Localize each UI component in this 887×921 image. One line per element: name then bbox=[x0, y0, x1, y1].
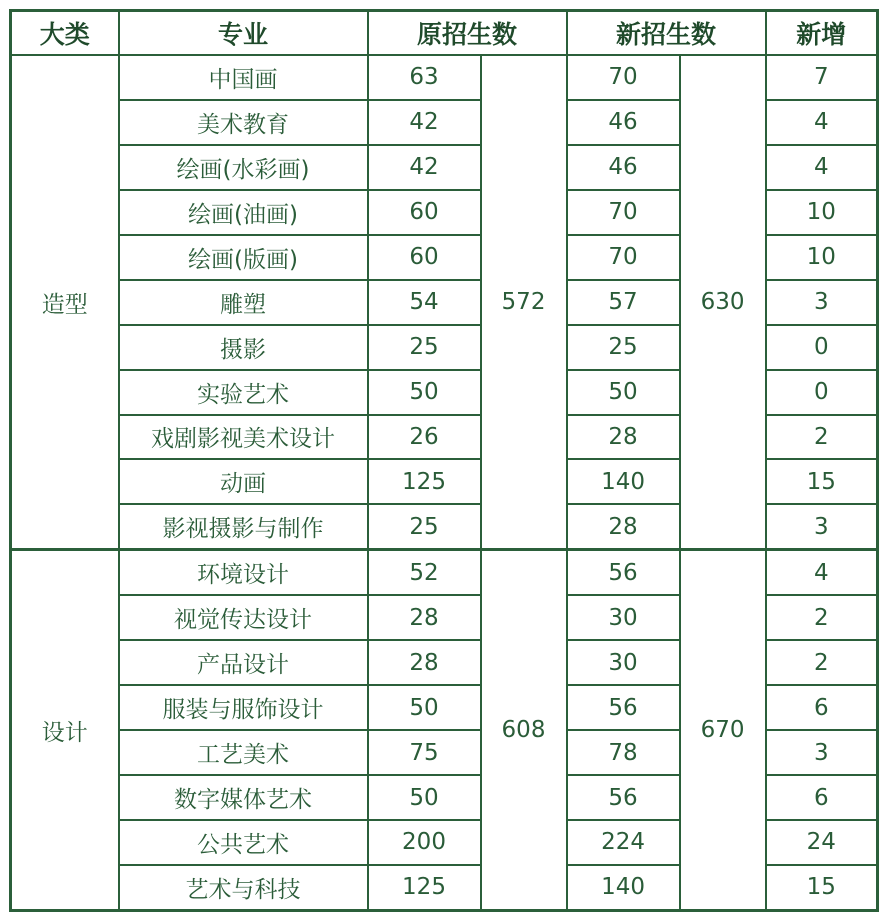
increase-cell: 2 bbox=[766, 595, 878, 640]
original-count-cell: 54 bbox=[368, 280, 481, 325]
increase-cell: 6 bbox=[766, 685, 878, 730]
new-count-cell: 70 bbox=[567, 235, 680, 280]
new-count-cell: 70 bbox=[567, 190, 680, 235]
table-header bbox=[11, 11, 878, 56]
original-count-cell: 52 bbox=[368, 550, 481, 595]
major-cell: 美术教育 bbox=[119, 100, 368, 145]
new-total-cell: 630 bbox=[680, 55, 766, 550]
original-count-cell: 60 bbox=[368, 235, 481, 280]
original-count-cell: 42 bbox=[368, 100, 481, 145]
new-count-cell: 30 bbox=[567, 595, 680, 640]
original-count-cell: 200 bbox=[368, 820, 481, 865]
original-count-cell: 125 bbox=[368, 865, 481, 911]
new-count-cell: 56 bbox=[567, 685, 680, 730]
major-cell: 绘画(油画) bbox=[119, 190, 368, 235]
original-count-cell: 50 bbox=[368, 370, 481, 415]
enrollment-table bbox=[9, 9, 879, 912]
increase-cell: 24 bbox=[766, 820, 878, 865]
increase-cell: 10 bbox=[766, 190, 878, 235]
new-count-cell: 140 bbox=[567, 865, 680, 911]
increase-cell: 4 bbox=[766, 100, 878, 145]
increase-cell: 0 bbox=[766, 325, 878, 370]
new-count-cell: 28 bbox=[567, 415, 680, 460]
major-cell: 摄影 bbox=[119, 325, 368, 370]
new-count-cell: 30 bbox=[567, 640, 680, 685]
new-count-cell: 140 bbox=[567, 459, 680, 504]
original-total-cell: 572 bbox=[481, 55, 567, 550]
original-count-cell: 28 bbox=[368, 640, 481, 685]
new-count-cell: 78 bbox=[567, 730, 680, 775]
original-count-cell: 63 bbox=[368, 55, 481, 100]
increase-cell: 6 bbox=[766, 775, 878, 820]
original-count-cell: 25 bbox=[368, 325, 481, 370]
increase-cell: 0 bbox=[766, 370, 878, 415]
major-cell: 雕塑 bbox=[119, 280, 368, 325]
increase-cell: 2 bbox=[766, 640, 878, 685]
new-count-cell: 224 bbox=[567, 820, 680, 865]
header-row bbox=[11, 11, 878, 56]
major-cell: 数字媒体艺术 bbox=[119, 775, 368, 820]
increase-cell: 7 bbox=[766, 55, 878, 100]
original-count-cell: 26 bbox=[368, 415, 481, 460]
increase-cell: 10 bbox=[766, 235, 878, 280]
increase-cell: 3 bbox=[766, 504, 878, 549]
major-cell: 绘画(版画) bbox=[119, 235, 368, 280]
major-cell: 产品设计 bbox=[119, 640, 368, 685]
new-count-cell: 56 bbox=[567, 775, 680, 820]
major-cell: 服装与服饰设计 bbox=[119, 685, 368, 730]
major-cell: 实验艺术 bbox=[119, 370, 368, 415]
header-increase: 新增 bbox=[766, 11, 878, 56]
new-count-cell: 57 bbox=[567, 280, 680, 325]
original-total-cell: 608 bbox=[481, 550, 567, 911]
increase-cell: 4 bbox=[766, 550, 878, 595]
increase-cell: 3 bbox=[766, 730, 878, 775]
major-cell: 影视摄影与制作 bbox=[119, 504, 368, 549]
new-count-cell: 70 bbox=[567, 55, 680, 100]
category-cell: 造型 bbox=[11, 55, 119, 550]
new-total-cell: 670 bbox=[680, 550, 766, 911]
table-row bbox=[11, 55, 878, 100]
major-cell: 艺术与科技 bbox=[119, 865, 368, 911]
increase-cell: 2 bbox=[766, 415, 878, 460]
major-cell: 绘画(水彩画) bbox=[119, 145, 368, 190]
new-count-cell: 25 bbox=[567, 325, 680, 370]
major-cell: 中国画 bbox=[119, 55, 368, 100]
major-cell: 公共艺术 bbox=[119, 820, 368, 865]
major-cell: 工艺美术 bbox=[119, 730, 368, 775]
increase-cell: 3 bbox=[766, 280, 878, 325]
original-count-cell: 25 bbox=[368, 504, 481, 549]
increase-cell: 4 bbox=[766, 145, 878, 190]
original-count-cell: 75 bbox=[368, 730, 481, 775]
original-count-cell: 50 bbox=[368, 775, 481, 820]
new-count-cell: 56 bbox=[567, 550, 680, 595]
original-count-cell: 28 bbox=[368, 595, 481, 640]
table-row bbox=[11, 550, 878, 595]
increase-cell: 15 bbox=[766, 459, 878, 504]
new-count-cell: 46 bbox=[567, 145, 680, 190]
table-body bbox=[11, 55, 878, 911]
increase-cell: 15 bbox=[766, 865, 878, 911]
original-count-cell: 42 bbox=[368, 145, 481, 190]
original-count-cell: 60 bbox=[368, 190, 481, 235]
new-count-cell: 46 bbox=[567, 100, 680, 145]
header-major: 专业 bbox=[119, 11, 368, 56]
new-count-cell: 50 bbox=[567, 370, 680, 415]
original-count-cell: 125 bbox=[368, 459, 481, 504]
major-cell: 视觉传达设计 bbox=[119, 595, 368, 640]
header-new: 新招生数 bbox=[567, 11, 766, 56]
major-cell: 动画 bbox=[119, 459, 368, 504]
enrollment-table-container bbox=[9, 9, 876, 912]
major-cell: 环境设计 bbox=[119, 550, 368, 595]
major-cell: 戏剧影视美术设计 bbox=[119, 415, 368, 460]
original-count-cell: 50 bbox=[368, 685, 481, 730]
category-cell: 设计 bbox=[11, 550, 119, 911]
header-category: 大类 bbox=[11, 11, 119, 56]
new-count-cell: 28 bbox=[567, 504, 680, 549]
header-original: 原招生数 bbox=[368, 11, 567, 56]
